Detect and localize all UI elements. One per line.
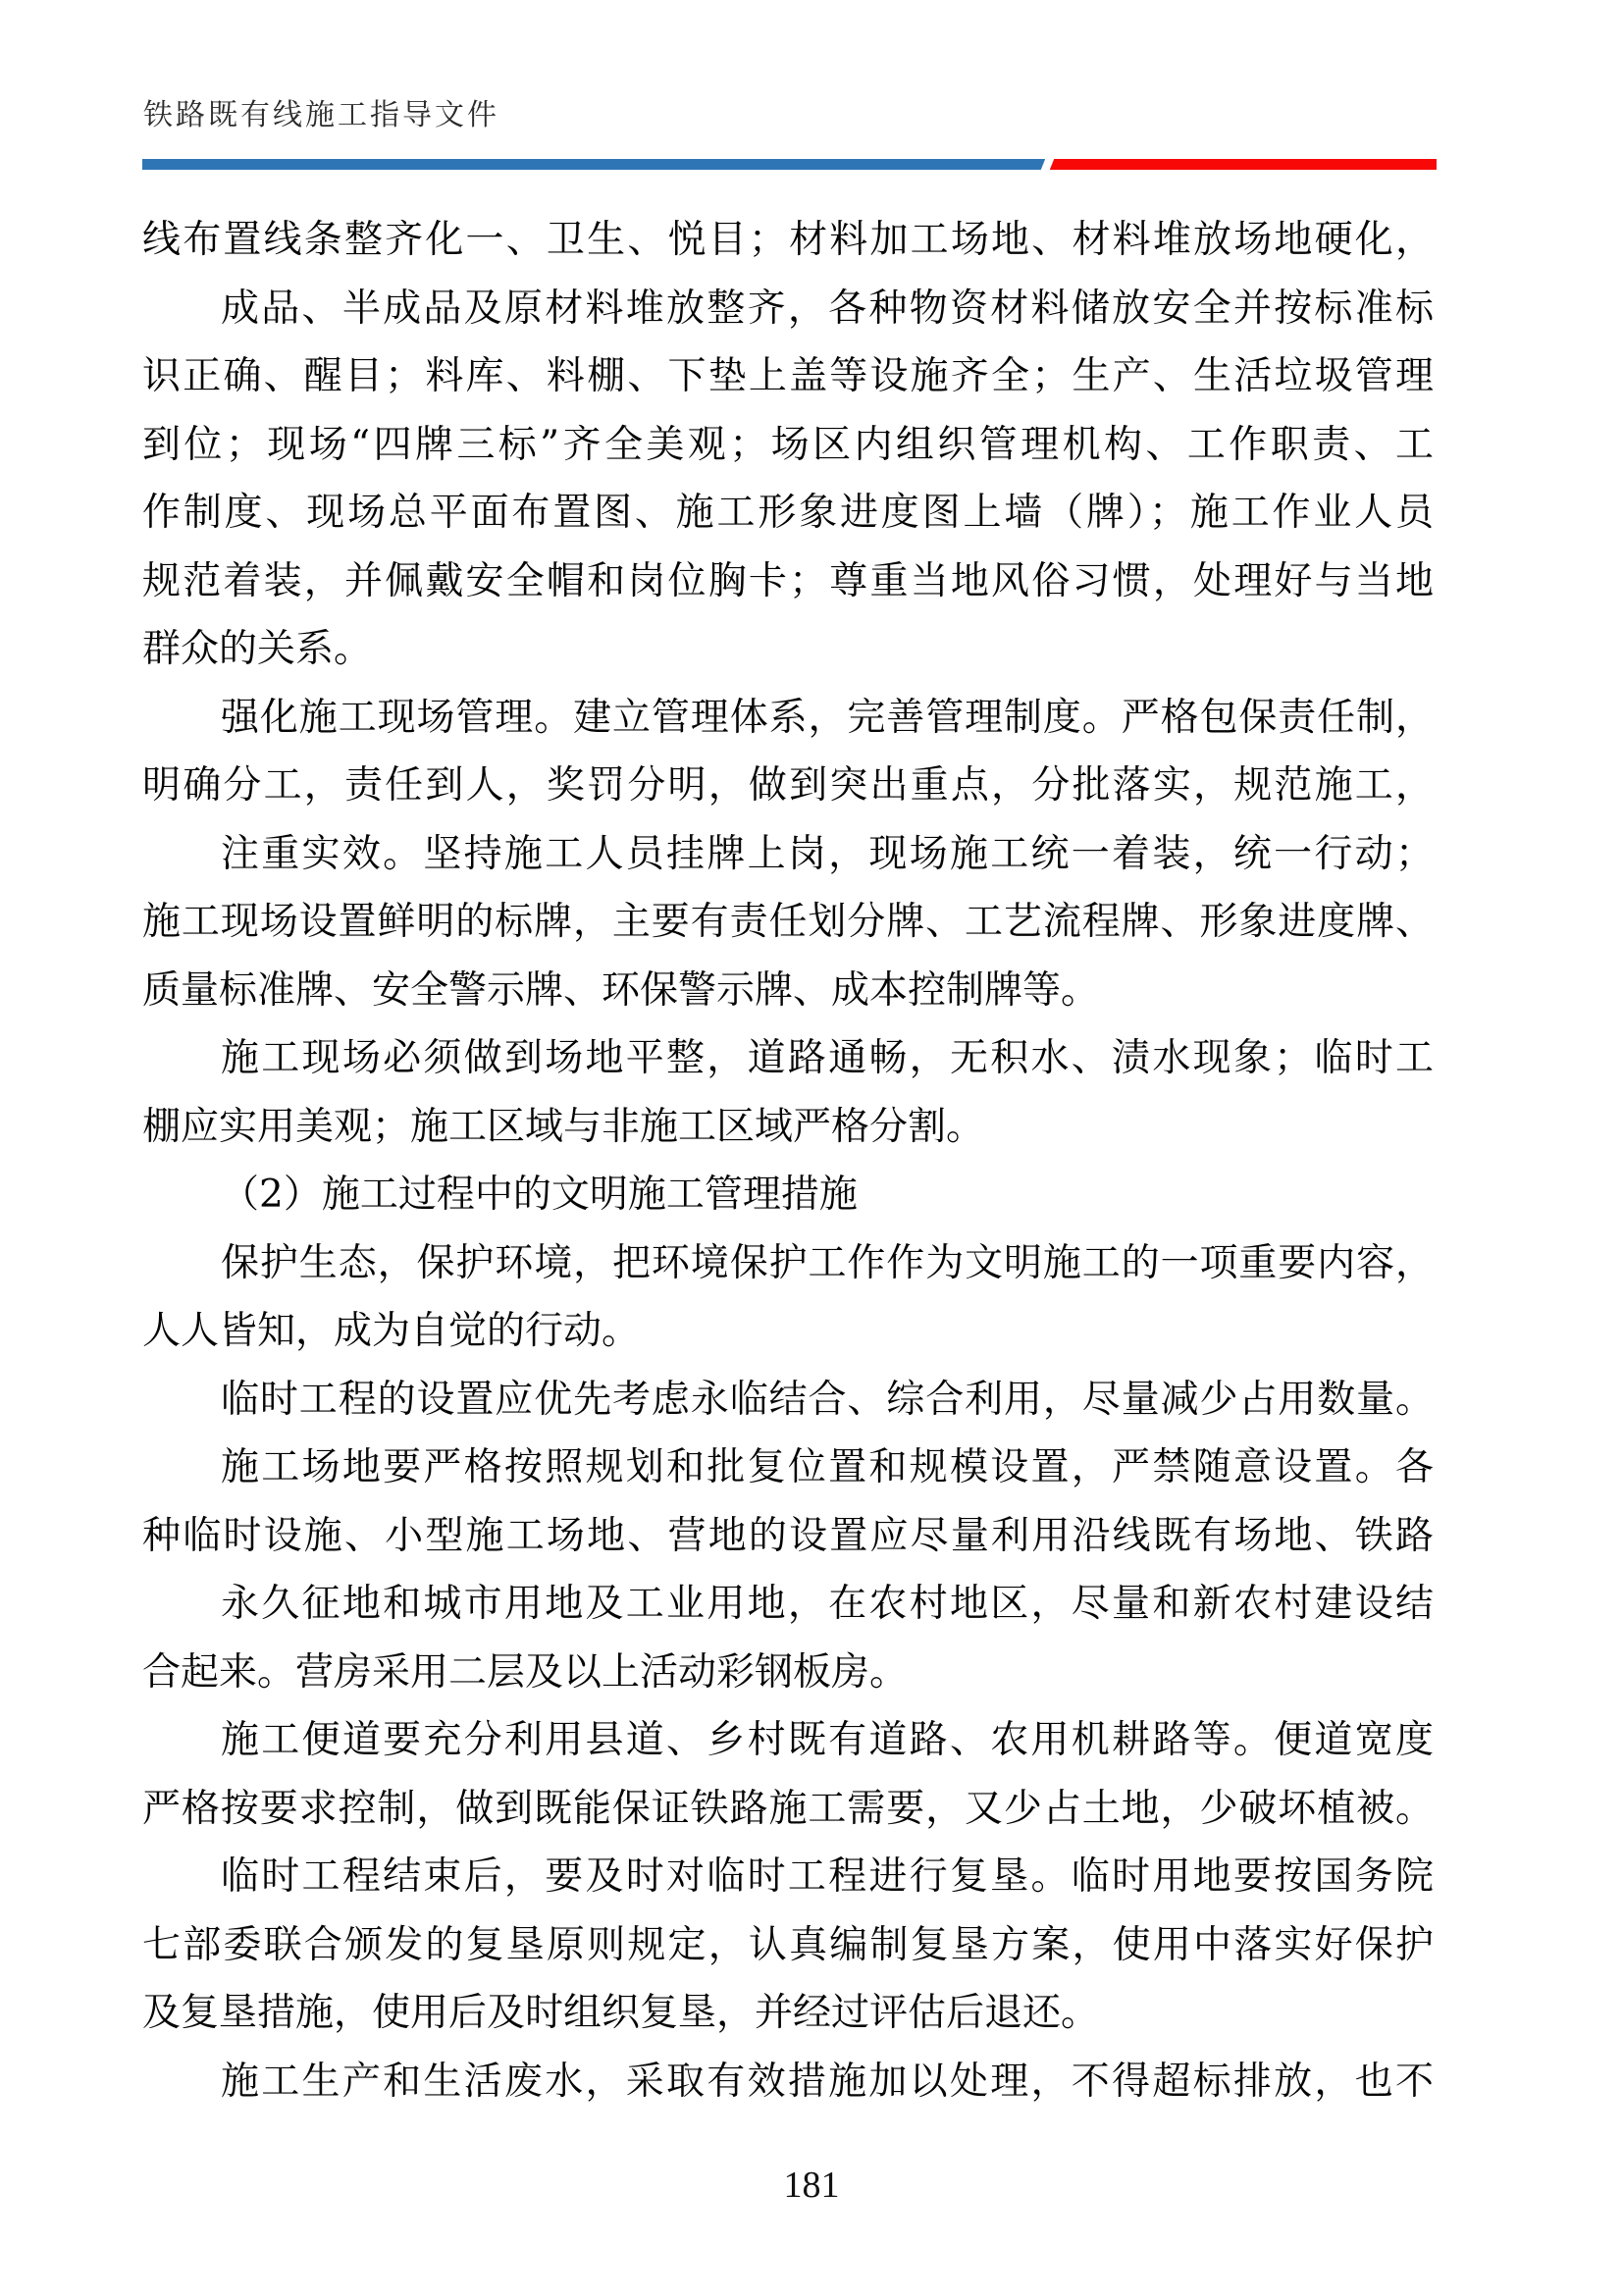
text-line: 到位；现场“四牌三标”齐全美观；场区内组织管理机构、工作职责、工 (142, 422, 1434, 467)
text-line: 质量标准牌、安全警示牌、环保警示牌、成本控制牌等。 (142, 967, 1100, 1013)
text-line: 明确分工，责任到人，奖罚分明，做到突出重点，分批落实，规范施工， (142, 763, 1434, 808)
text-line: 合起来。营房采用二层及以上活动彩钢板房。 (142, 1649, 909, 1695)
page-number: 181 (783, 2165, 840, 2206)
text-line: 保护生态，保护环境，把环境保护工作作为文明施工的一项重要内容， (221, 1240, 1434, 1285)
text-line: 七部委联合颁发的复垦原则规定，认真编制复垦方案，使用中落实好保护 (142, 1922, 1434, 1967)
text-line: （2）施工过程中的文明施工管理措施 (221, 1173, 858, 1217)
text-line: 施工现场设置鲜明的标牌，主要有责任划分牌、工艺流程牌、形象进度牌、 (142, 900, 1434, 944)
text-line: 施工便道要充分利用县道、乡村既有道路、农用机耕路等。便道宽度 (221, 1718, 1434, 1762)
text-line: 人人皆知，成为自觉的行动。 (142, 1309, 641, 1353)
text-line: 线布置线条整齐化一、卫生、悦目；材料加工场地、材料堆放场地硬化， (142, 218, 1434, 262)
text-line: 规范着装，并佩戴安全帽和岗位胸卡；尊重当地风俗习惯，处理好与当地 (142, 558, 1434, 603)
header-rule-red-segment (1050, 159, 1437, 170)
body-text (142, 206, 1434, 2115)
text-line: 棚应实用美观；施工区域与非施工区域严格分割。 (142, 1104, 985, 1149)
header-rule (142, 159, 1437, 170)
text-line: 临时工程结束后，要及时对临时工程进行复垦。临时用地要按国务院 (221, 1854, 1434, 1899)
text-line: 施工生产和生活废水，采取有效措施加以处理，不得超标排放，也不 (221, 2059, 1434, 2104)
text-line: 种临时设施、小型施工场地、营地的设置应尽量利用沿线既有场地、铁路 (142, 1513, 1434, 1558)
text-line: 成品、半成品及原材料堆放整齐，各种物资材料储放安全并按标准标 (221, 286, 1434, 331)
text-line: 作制度、现场总平面布置图、施工形象进度图上墙（牌）；施工作业人员 (142, 491, 1434, 535)
text-line: 识正确、醒目；料库、料棚、下垫上盖等设施齐全；生产、生活垃圾管理 (142, 354, 1434, 398)
text-line: 施工现场必须做到场地平整，道路通畅，无积水、渍水现象；临时工 (221, 1036, 1434, 1080)
text-line: 强化施工现场管理。建立管理体系，完善管理制度。严格包保责任制， (221, 695, 1434, 740)
text-line: 注重实效。坚持施工人员挂牌上岗，现场施工统一着装，统一行动； (221, 831, 1434, 876)
text-line: 临时工程的设置应优先考虑永临结合、综合利用，尽量减少占用数量。 (221, 1377, 1434, 1422)
text-line: 及复垦措施，使用后及时组织复垦，并经过评估后退还。 (142, 1991, 1100, 2035)
text-line: 永久征地和城市用地及工业用地，在农村地区，尽量和新农村建设结 (221, 1582, 1434, 1626)
text-line: 严格按要求控制，做到既能保证铁路施工需要，又少占土地，少破坏植被。 (142, 1786, 1434, 1831)
text-line: 施工场地要严格按照规划和批复位置和规模设置，严禁随意设置。各 (221, 1445, 1434, 1489)
text-line: 群众的关系。 (142, 627, 373, 671)
page-header-title: 铁路既有线施工指导文件 (143, 98, 499, 132)
header-rule-blue-segment (142, 159, 1045, 170)
